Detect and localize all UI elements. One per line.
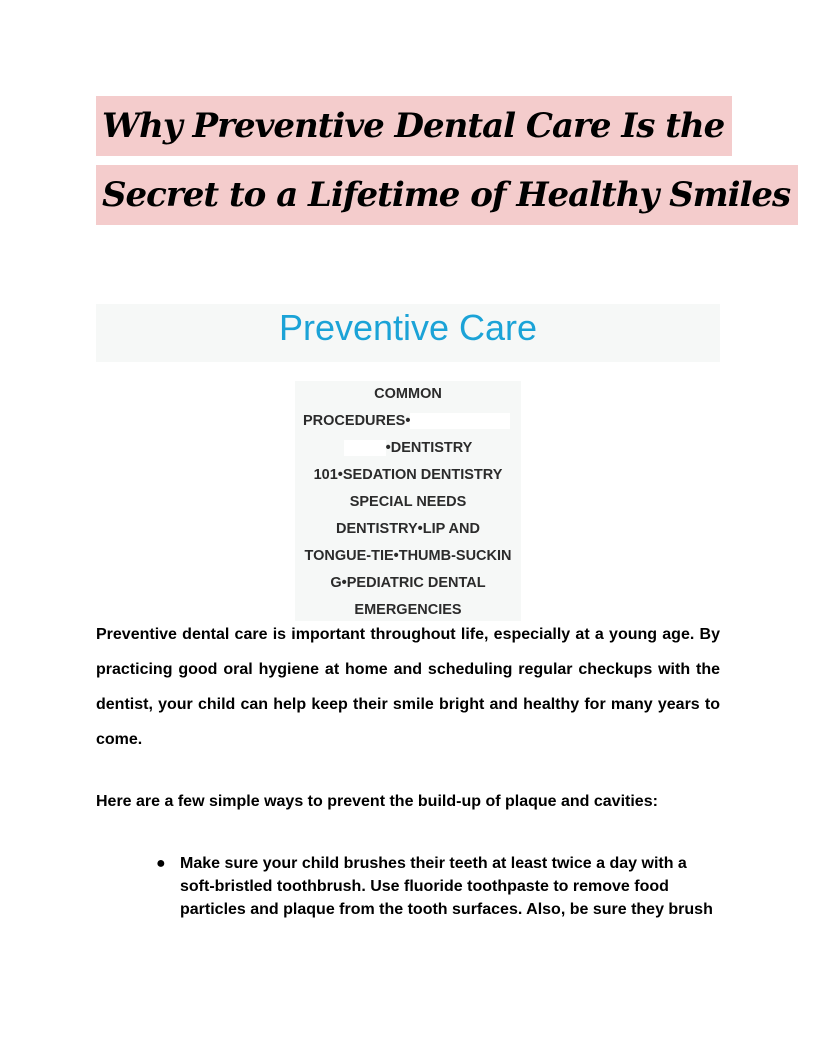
- procedures-line-row: [295, 408, 521, 435]
- tips-intro-paragraph: Here are a few simple ways to prevent the build-up of plaque and cavities:: [96, 793, 658, 810]
- blank-strip: [344, 440, 386, 456]
- list-item: [96, 852, 720, 921]
- procedures-line: PROCEDURES•: [303, 413, 411, 429]
- procedures-line: •DENTISTRY: [385, 440, 473, 456]
- list-item-text: Make sure your child brushes their teeth at least twice a day with a soft-bristled toothbrush. Use fluoride toothpaste to remove food particles and plaque from the tooth surfaces. Also, be sure they brush: [180, 855, 713, 918]
- procedures-line-row: [295, 435, 521, 462]
- procedures-line: COMMON: [374, 386, 442, 402]
- bullet-icon: ●: [156, 855, 166, 872]
- section-heading: Preventive Care: [278, 307, 538, 348]
- procedures-line: DENTISTRY•LIP AND: [336, 521, 480, 537]
- section-heading-box: [96, 304, 720, 362]
- article-title: [96, 96, 791, 225]
- procedures-line: EMERGENCIES: [354, 602, 462, 618]
- procedures-line: SPECIAL NEEDS: [349, 494, 467, 510]
- procedures-line: G•PEDIATRIC DENTAL: [330, 575, 486, 591]
- procedures-line: 101•SEDATION DENTISTRY: [313, 467, 503, 483]
- intro-paragraph: Preventive dental care is important throughout life, especially at a young age. By practicing good oral hygiene at home and scheduling regular checkups with the dentist, your child can help keep their smile bright and healthy for many years to come.: [96, 626, 720, 748]
- title-line-2: Secret to a Lifetime of Healthy Smiles: [96, 165, 798, 225]
- tips-list: [96, 852, 720, 921]
- procedures-list: [295, 381, 521, 621]
- title-line-1: Why Preventive Dental Care Is the: [96, 96, 732, 156]
- procedures-line: TONGUE-TIE•THUMB-SUCKIN: [304, 548, 512, 564]
- blank-strip: [410, 413, 510, 429]
